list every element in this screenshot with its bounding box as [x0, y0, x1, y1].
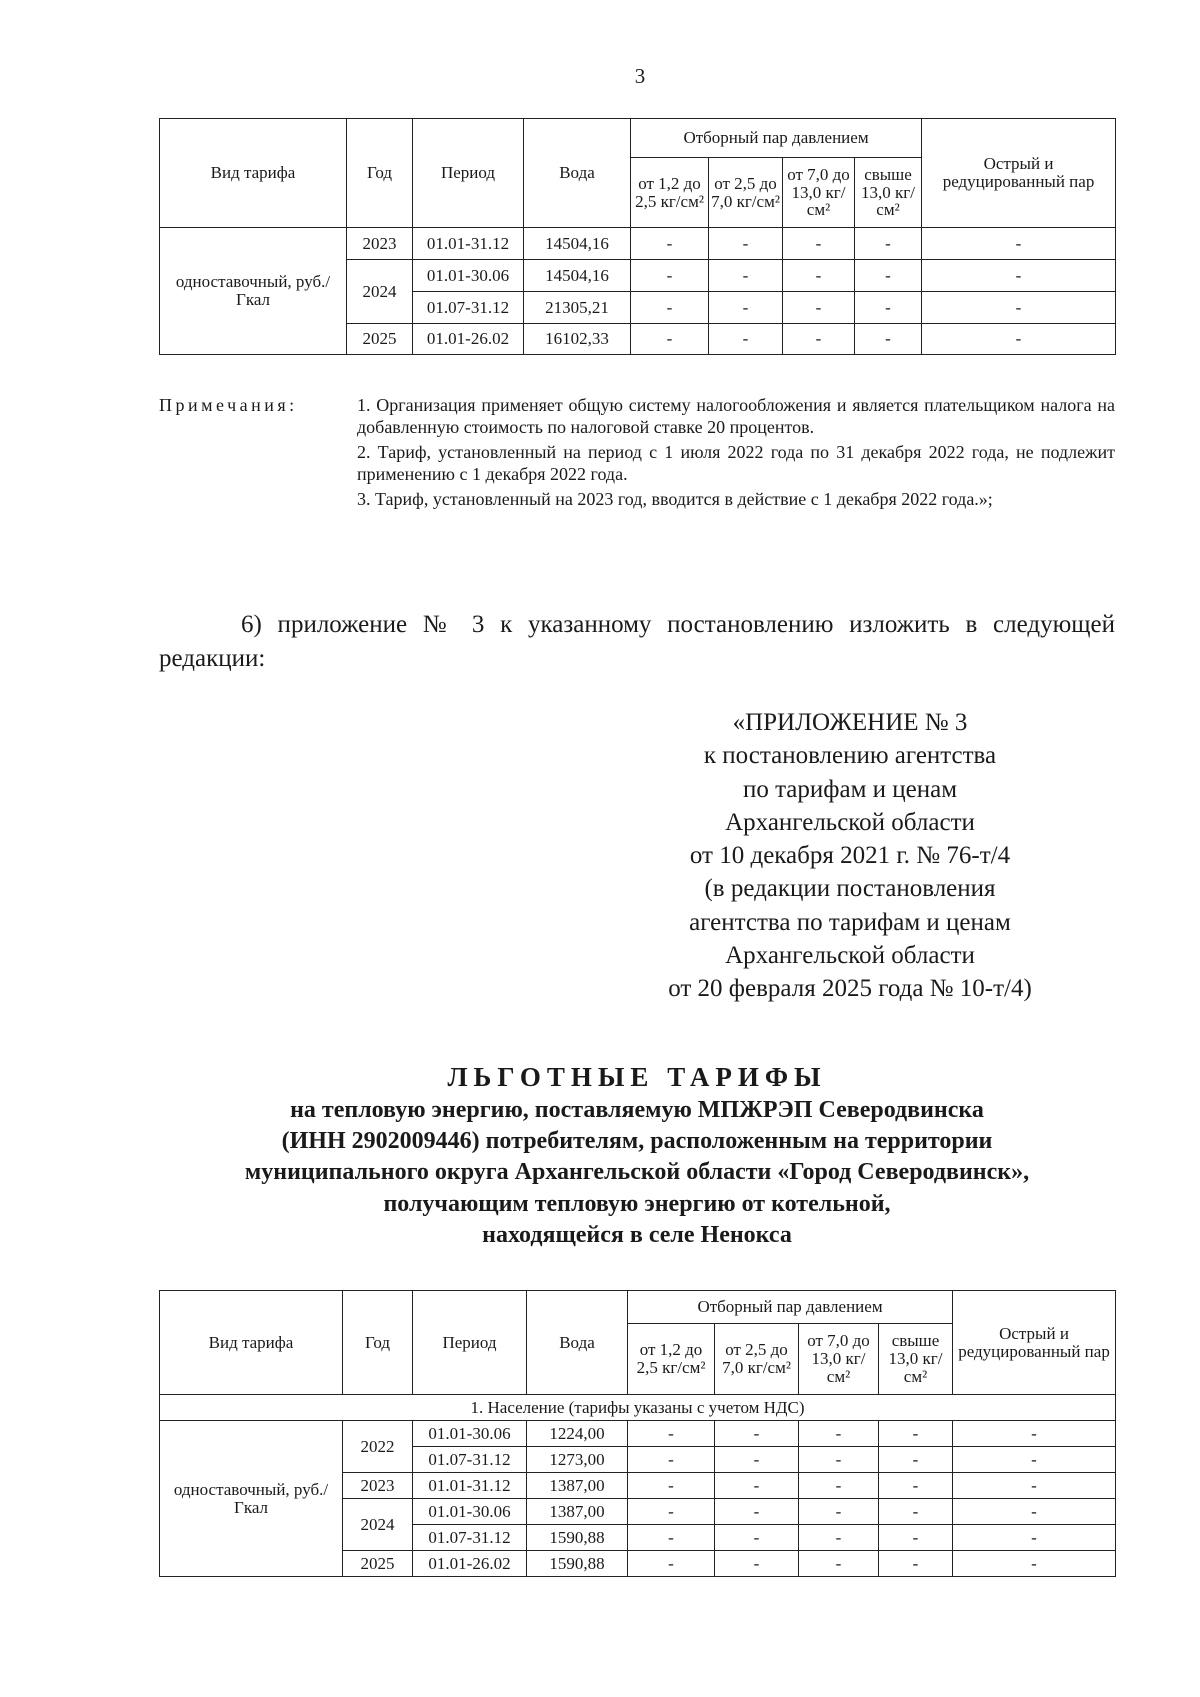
water-cell: 14504,16 — [524, 260, 631, 292]
value-cell: - — [953, 1525, 1116, 1551]
header-otbor-col: от 1,2 до 2,5 кг/см² — [628, 1324, 715, 1395]
title-line: находящейся в селе Ненокса — [482, 1221, 792, 1248]
period-cell: 01.01-30.06 — [413, 1421, 527, 1447]
value-cell: - — [799, 1499, 879, 1525]
period-cell: 01.07-31.12 — [413, 1447, 527, 1473]
header-ostry: Острый и редуцированный пар — [922, 119, 1116, 228]
header-otbor-col: свыше 13,0 кг/см² — [879, 1324, 953, 1395]
value-cell: - — [799, 1473, 879, 1499]
value-cell: - — [631, 260, 709, 292]
header-otbor-group: Отборный пар давлением — [628, 1291, 953, 1324]
value-cell: - — [783, 292, 855, 324]
value-cell: - — [855, 292, 922, 324]
value-cell: - — [953, 1447, 1116, 1473]
water-cell: 1387,00 — [527, 1499, 628, 1525]
header-voda: Вода — [527, 1291, 628, 1395]
value-cell: - — [715, 1499, 799, 1525]
table-row — [160, 1421, 1116, 1447]
period-cell: 01.01-26.02 — [413, 1551, 527, 1577]
appendix-line: агентства по тарифам и ценам — [689, 908, 1011, 936]
value-cell: - — [631, 292, 709, 324]
tariff-type-cell: одноставочный, руб./Гкал — [160, 1421, 343, 1577]
header-vid-tarifa: Вид тарифа — [160, 119, 347, 228]
value-cell: - — [715, 1473, 799, 1499]
value-cell: - — [628, 1421, 715, 1447]
paragraph-text: 6) приложение № 3 к указанному постановлению изложить в следующей редакции: — [159, 611, 1115, 672]
tariff-table-1 — [159, 118, 1116, 355]
value-cell: - — [631, 324, 709, 355]
note-item: 2. Тариф, установленный на период с 1 июля 2022 года по 31 декабря 2022 года, не подлежит применению с 1 декабря 2022 года. — [357, 442, 1115, 484]
value-cell: - — [628, 1499, 715, 1525]
note-item: 3. Тариф, установленный на 2023 год, вводится в действие с 1 декабря 2022 года.»; — [357, 489, 993, 510]
header-god: Год — [343, 1291, 413, 1395]
value-cell: - — [879, 1525, 953, 1551]
value-cell: - — [879, 1421, 953, 1447]
header-vid-tarifa: Вид тарифа — [160, 1291, 343, 1395]
appendix-line: по тарифам и ценам — [742, 775, 958, 803]
water-cell: 16102,33 — [524, 324, 631, 355]
appendix-line: «ПРИЛОЖЕНИЕ № 3 — [732, 709, 968, 736]
appendix-line: Архангельской области — [725, 808, 975, 836]
value-cell: - — [628, 1447, 715, 1473]
title-main: ЛЬГОТНЫЕ ТАРИФЫ — [447, 1062, 827, 1092]
value-cell: - — [953, 1499, 1116, 1525]
water-cell: 1273,00 — [527, 1447, 628, 1473]
appendix-header — [600, 706, 1100, 1005]
header-ostry: Острый и редуцированный пар — [953, 1291, 1116, 1395]
header-otbor-col: от 2,5 до 7,0 кг/см² — [709, 158, 783, 228]
period-cell: 01.01-30.06 — [413, 1499, 527, 1525]
year-cell: 2023 — [347, 228, 413, 260]
note-item: 1. Организация применяет общую систему налогообложения и является плательщиком налога на добавленную стоимость по налоговой ставке 20 процентов. — [357, 395, 1115, 437]
title-line: получающим тепловую энергию от котельной, — [383, 1190, 891, 1217]
value-cell: - — [922, 324, 1116, 355]
period-cell: 01.01-31.12 — [413, 228, 524, 260]
value-cell: - — [799, 1421, 879, 1447]
appendix-line: Архангельской области — [725, 941, 975, 969]
value-cell: - — [715, 1447, 799, 1473]
header-otbor-col: от 2,5 до 7,0 кг/см² — [715, 1324, 799, 1395]
header-otbor-col: от 7,0 до 13,0 кг/см² — [799, 1324, 879, 1395]
notes-label: Примечания: — [159, 395, 298, 415]
value-cell: - — [783, 228, 855, 260]
page-number: 3 — [634, 64, 646, 88]
appendix-line: от 20 февраля 2025 года № 10-т/4) — [668, 975, 1032, 1002]
water-cell: 1224,00 — [527, 1421, 628, 1447]
year-cell: 2025 — [347, 324, 413, 355]
value-cell: - — [628, 1551, 715, 1577]
header-god: Год — [347, 119, 413, 228]
value-cell: - — [709, 324, 783, 355]
header-otbor-col: от 1,2 до 2,5 кг/см² — [631, 158, 709, 228]
value-cell: - — [709, 292, 783, 324]
water-cell: 1387,00 — [527, 1473, 628, 1499]
water-cell: 21305,21 — [524, 292, 631, 324]
value-cell: - — [799, 1551, 879, 1577]
water-cell: 1590,88 — [527, 1525, 628, 1551]
value-cell: - — [855, 228, 922, 260]
value-cell: - — [953, 1551, 1116, 1577]
value-cell: - — [628, 1473, 715, 1499]
value-cell: - — [953, 1421, 1116, 1447]
value-cell: - — [855, 260, 922, 292]
title-line: на тепловую энергию, поставляемую МПЖРЭП Северодвинска — [290, 1097, 984, 1124]
period-cell: 01.01-26.02 — [413, 324, 524, 355]
notes-body — [357, 395, 1115, 515]
period-cell: 01.01-31.12 — [413, 1473, 527, 1499]
value-cell: - — [783, 260, 855, 292]
header-otbor-group: Отборный пар давлением — [631, 119, 922, 158]
value-cell: - — [783, 324, 855, 355]
period-cell: 01.01-30.06 — [413, 260, 524, 292]
header-period: Период — [413, 1291, 527, 1395]
value-cell: - — [855, 324, 922, 355]
year-cell: 2022 — [343, 1421, 413, 1473]
header-period: Период — [413, 119, 524, 228]
value-cell: - — [922, 260, 1116, 292]
title-line: (ИНН 2902009446) потребителям, расположенным на территории — [281, 1128, 993, 1155]
body-paragraph — [159, 608, 1115, 676]
value-cell: - — [879, 1473, 953, 1499]
year-cell: 2024 — [343, 1499, 413, 1551]
value-cell: - — [631, 228, 709, 260]
period-cell: 01.07-31.12 — [413, 292, 524, 324]
header-otbor-col: свыше 13,0 кг/см² — [855, 158, 922, 228]
section-row: 1. Население (тарифы указаны с учетом НДС) — [160, 1395, 1116, 1421]
value-cell: - — [799, 1525, 879, 1551]
header-otbor-col: от 7,0 до 13,0 кг/см² — [783, 158, 855, 228]
value-cell: - — [709, 260, 783, 292]
year-cell: 2025 — [343, 1551, 413, 1577]
appendix-line: от 10 декабря 2021 г. № 76-т/4 — [689, 842, 1011, 869]
tariff-table-2 — [159, 1290, 1116, 1577]
period-cell: 01.07-31.12 — [413, 1525, 527, 1551]
value-cell: - — [922, 292, 1116, 324]
table-row — [160, 228, 1116, 260]
value-cell: - — [715, 1421, 799, 1447]
value-cell: - — [715, 1551, 799, 1577]
value-cell: - — [799, 1447, 879, 1473]
year-cell: 2024 — [347, 260, 413, 324]
value-cell: - — [715, 1525, 799, 1551]
value-cell: - — [709, 228, 783, 260]
header-voda: Вода — [524, 119, 631, 228]
year-cell: 2023 — [343, 1473, 413, 1499]
title-line: муниципального округа Архангельской области «Город Северодвинск», — [244, 1159, 1030, 1186]
value-cell: - — [628, 1525, 715, 1551]
value-cell: - — [879, 1447, 953, 1473]
appendix-line: (в редакции постановления — [704, 875, 996, 903]
value-cell: - — [879, 1499, 953, 1525]
value-cell: - — [879, 1551, 953, 1577]
appendix-line: к постановлению агентства — [703, 742, 997, 770]
water-cell: 1590,88 — [527, 1551, 628, 1577]
document-title — [159, 1060, 1115, 1251]
tariff-type-cell: одноставочный, руб./Гкал — [160, 228, 347, 355]
value-cell: - — [922, 228, 1116, 260]
value-cell: - — [953, 1473, 1116, 1499]
water-cell: 14504,16 — [524, 228, 631, 260]
